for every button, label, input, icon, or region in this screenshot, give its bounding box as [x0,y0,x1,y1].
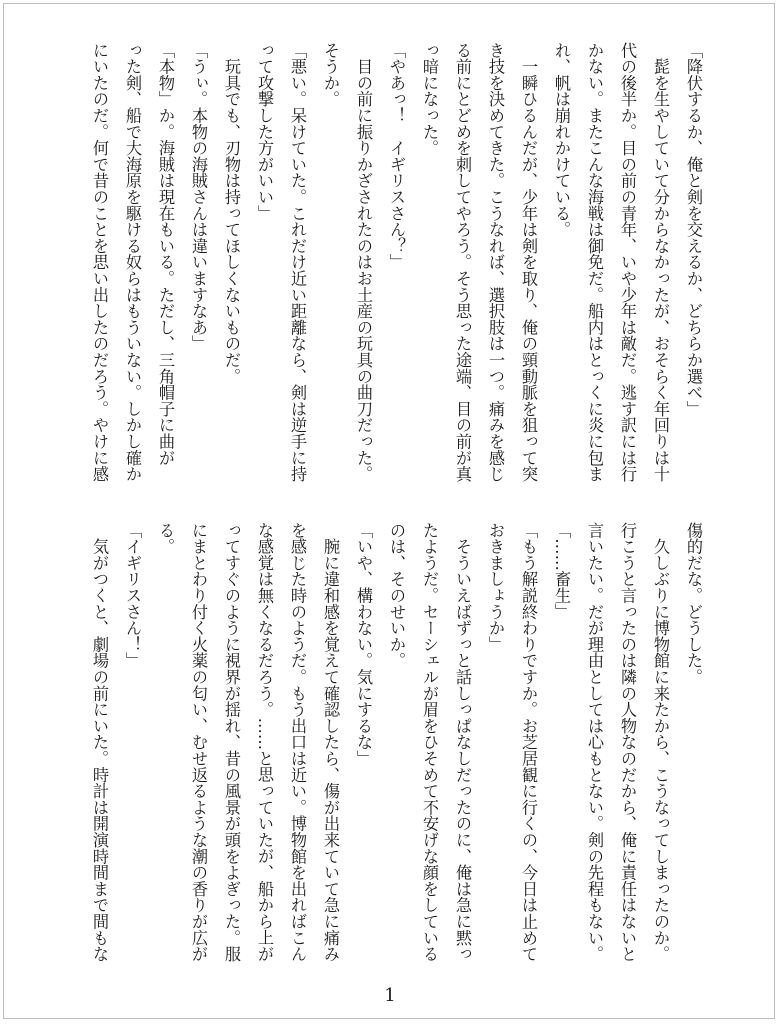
text-column: った剣、船で大海原を駆ける奴らはもういない。しかし確か [123,42,142,483]
page-number: 1 [384,985,396,1006]
text-column: おきましょうか」 [486,522,505,653]
text-column: を感じた時のようだ。もう出口は近い。博物館を出ればこん [288,522,307,963]
text-column: ってすぐのように視界が揺れ、昔の風景が頭をよぎった。服 [222,522,241,963]
text-column: そういえばずっと話しっぱなしだったのに、俺は急に黙っ [453,522,472,963]
text-column: にまとわり付く火薬の匂い、むせ返るような潮の香りが広が [189,522,208,963]
text-column: 代の後半か。目の前の青年、いや少年は敵だ。逃す訳には行 [618,42,637,483]
text-column: 「やあっ！ イギリスさん？」 [387,42,406,271]
text-column: のは、そのせいか。 [387,522,406,669]
text-column: 「もう解説終わりですか。お芝居観に行くの、今日は止めて [519,522,538,963]
text-column: にいたのだ。何で昔のことを思い出したのだろう。やけに感 [90,42,109,483]
text-column: な感覚は無くなるだろう。……と思っていたが、船から上が [255,522,274,963]
text-column: 気がつくと、劇場の前にいた。時計は開演時間まで間もな [90,522,109,963]
text-column: る前にとどめを刺してやろう。そう思った途端、目の前が真 [453,42,472,483]
text-column: って攻撃した方がいい」 [255,42,274,222]
text-column: 一瞬ひるんだが、少年は剣を取り、俺の頸動脈を狙って突 [519,42,538,483]
lower-text-block [52,522,710,980]
text-column: き技を決めてきた。こうなれば、選択肢は一つ。痛みを感じ [486,42,505,483]
text-column: 目の前に振りかざされたのはお土産の玩具の曲刀だった。 [354,42,373,483]
text-column: る。 [156,522,175,555]
text-column: 「うぃ。本物の海賊さんは違いますなあ」 [189,42,208,352]
text-column: 行こうと言ったのは隣の人物なのだから、俺に責任はないと [618,522,637,963]
text-column: 傷的だな。どうした。 [684,522,703,685]
text-column: そうか。 [321,42,340,108]
text-column: たようだ。セーシェルが眉をひそめて不安げな顔をしている [420,522,439,963]
text-column: っ暗になった。 [420,42,439,157]
text-column: 言いたい。だが理由としては心もとない。剣の先程もない。 [585,522,604,963]
text-column: 「悪い。呆けていた。これだけ近い距離なら、剣は逆手に持 [288,42,307,483]
text-column: 久しぶりに博物館に来たから、こうなってしまったのか。 [651,522,670,963]
text-column: かない。またこんな海戦は御免だ。船内はとっくに炎に包ま [585,42,604,483]
text-column: 「……畜生」 [552,522,571,620]
text-column: 「降伏するか、俺と剣を交えるか、どちらか選べ」 [684,42,703,417]
upper-text-block [52,42,710,484]
text-column: 「いや、構わない。気にするな」 [354,522,373,767]
text-column: 「本物」か。海賊は現在もいる。ただし、三角帽子に曲が [156,42,175,466]
text-column: 「イギリスさん！」 [123,522,142,669]
text-column: 髭を生やしていて分からなかったが、おそらく年回りは十 [651,42,670,483]
text-column: れ、帆は崩れかけている。 [552,42,571,238]
text-column: 玩具でも、刃物は持ってほしくないものだ。 [222,42,241,385]
text-column: 腕に違和感を覚えて確認したら、傷が出来ていて急に痛み [321,522,340,963]
